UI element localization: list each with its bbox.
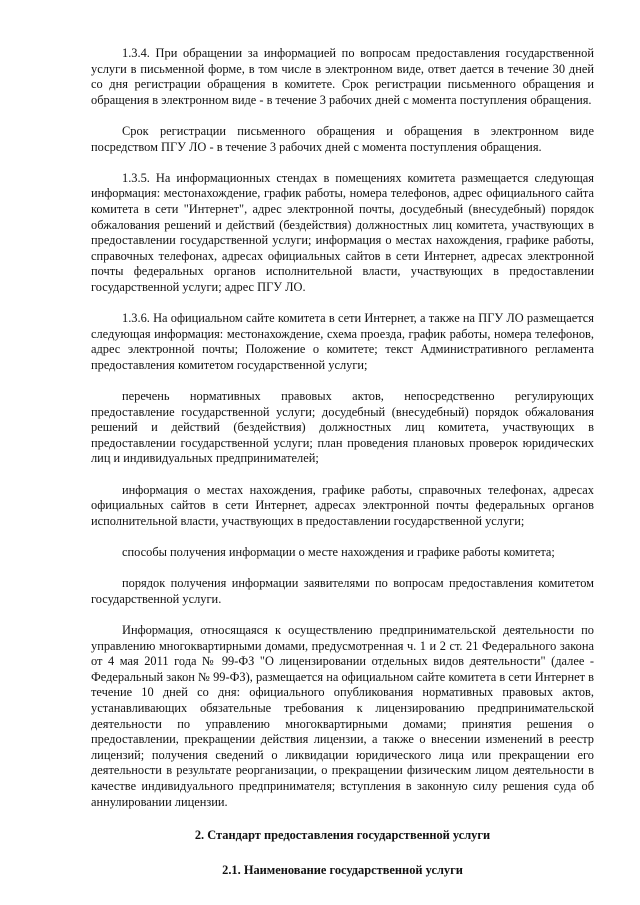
paragraph-legal-acts-list: перечень нормативных правовых актов, непосредственно регулирующих предоставление государственной услуги; досудебный (внесудебный) порядок обжалования решений и действий (бездействия) должностных лиц комитета, участвующих в предоставлении государственной услуги; план проведения плановых проверок юридических лиц и индивидуальных предпринимателей; <box>91 389 594 466</box>
paragraph-1-3-6: 1.3.6. На официальном сайте комитета в сети Интернет, а также на ПГУ ЛО размещается следующая информация: местонахождение, схема проезда, график работы, номера телефонов, адрес электронной почты; Положение о комитете; текст Административного регламента предоставления комитетом государственной услуги; <box>91 311 594 372</box>
paragraph-1-3-5: 1.3.5. На информационных стендах в помещениях комитета размещается следующая информация: местонахождение, график работы, номера телефонов, адрес официального сайта комитета в сети "Интернет", адрес электронной почты, досудебный (внесудебный) порядок обжалования решений и действий (бездействия) должностных лиц комитета, участвующих в предоставлении государственной услуги; информация о местах нахождения, графике работы, справочных телефонах, адресах официальных сайтов в сети Интернет, адресах электронной почты федеральных органов исполнительной власти, участвующих в предоставлении государственной услуги; адрес ПГУ ЛО. <box>91 170 594 294</box>
paragraph-1-3-4: 1.3.4. При обращении за информацией по вопросам предоставления государственной услуги в письменной форме, в том числе в электронном виде, ответ дается в течение 30 дней со дня регистрации обращения в комитете. Срок регистрации письменного обращения и обращения в электронном виде - в течение 3 рабочих дней с момента поступления обращения. <box>91 46 594 107</box>
paragraph-info-procedure: порядок получения информации заявителями по вопросам предоставления комитетом государственной услуги. <box>91 576 594 606</box>
paragraph-registration-term: Срок регистрации письменного обращения и обращения в электронном виде посредством ПГУ ЛО - в течение 3 рабочих дней с момента поступления обращения. <box>91 123 594 154</box>
paragraph-federal-bodies-info: информация о местах нахождения, графике работы, справочных телефонах, адресах официальных сайтов в сети Интернет, адресах электронной почты федеральных органов исполнительной власти, участвующих в предоставлении государственной услуги; <box>91 482 594 528</box>
document-body <box>91 46 594 878</box>
paragraph-licensing-info: Информация, относящаяся к осуществлению предпринимательской деятельности по управлению многоквартирными домами, предусмотренная ч. 1 и 2 ст. 21 Федерального закона от 4 мая 2011 года № 99-ФЗ "О лицензировании отдельных видов деятельности" (далее - Федеральный закон № 99-ФЗ), размещается на официальном сайте комитета в сети Интернет в течение 10 дней со дня: официального опубликования нормативных правовых актов, устанавливающих обязательные требования к лицензированию предпринимательской деятельности по управлению многоквартирными домами; принятия решения о предоставлении, прекращении действия лицензии, а также о внесении изменений в реестр лицензий; получения сведений о ликвидации юридического лица или прекращении его деятельности в результате реорганизации, о прекращении физическим лицом деятельности в качестве индивидуального предпринимателя; вступления в законную силу решения суда об аннулировании лицензии. <box>91 622 594 809</box>
paragraph-info-methods: способы получения информации о месте нахождения и графике работы комитета; <box>122 545 555 559</box>
subsection-heading: 2.1. Наименование государственной услуги <box>222 862 463 877</box>
section-heading: 2. Стандарт предоставления государственной услуги <box>194 828 491 843</box>
